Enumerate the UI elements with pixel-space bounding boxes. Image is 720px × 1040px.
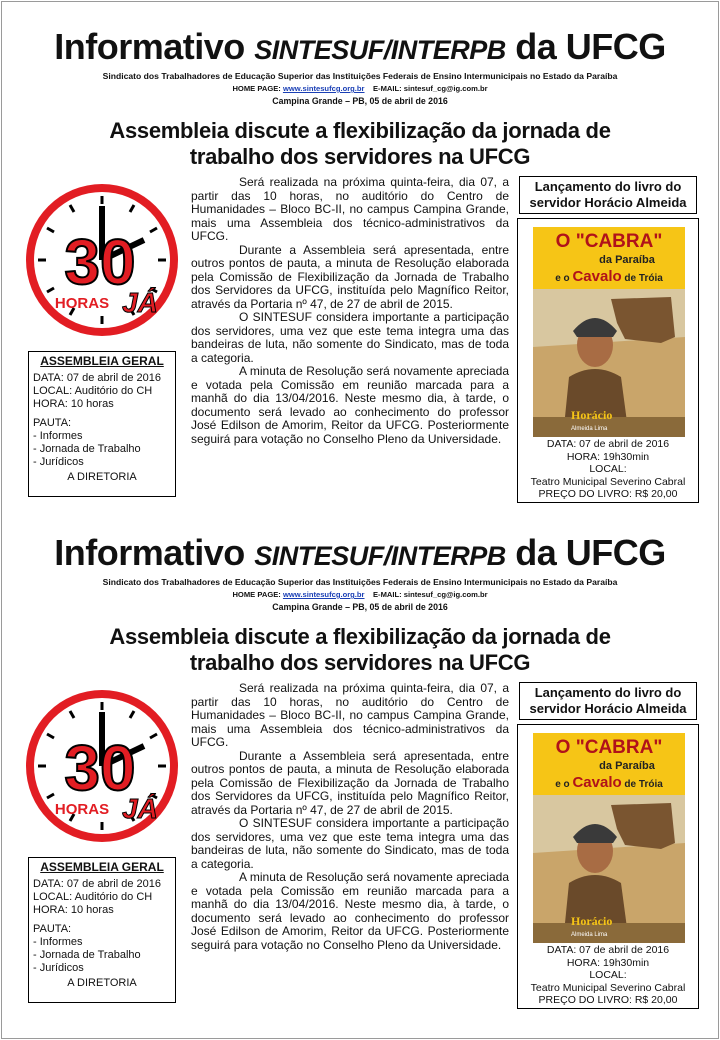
homepage-label: HOME PAGE: bbox=[232, 84, 283, 93]
book-time: HORA: 19h30min bbox=[566, 450, 650, 463]
book-launch-title: Lançamento do livro do servidor Horácio Almeida bbox=[519, 176, 697, 214]
cover-author-surname: Almeida Lima bbox=[571, 426, 608, 432]
book-cover-image bbox=[533, 227, 685, 437]
contact-line bbox=[0, 84, 720, 93]
article-body bbox=[191, 176, 509, 446]
headline-line-1: Assembleia discute a flexibilização da jornada de bbox=[109, 118, 611, 143]
agenda-item: - Jurídicos bbox=[33, 456, 84, 468]
masthead bbox=[0, 28, 720, 69]
assembly-title: ASSEMBLEIA GERAL bbox=[40, 860, 164, 874]
masthead-suffix: da UFCG bbox=[505, 26, 666, 67]
book-location-label: LOCAL: bbox=[589, 969, 627, 981]
assembly-date: DATA: 07 de abril de 2016 bbox=[33, 372, 162, 384]
masthead-prefix: Informativo bbox=[54, 532, 255, 573]
masthead bbox=[0, 534, 720, 575]
headline-line-2: trabalho dos servidores na UFCG bbox=[189, 650, 531, 675]
assembly-location: LOCAL: Auditório do CH bbox=[33, 891, 153, 903]
dateline: Campina Grande – PB, 05 de abril de 2016 bbox=[272, 602, 448, 612]
article-paragraph: Será realizada na próxima quinta-feira, dia 07, a partir das 10 horas, no auditório do Centro de Humanidades – Bloco BC-II, no campus Campina Grande, mais uma Assembleia dos técnico-administrativos da UFCG. bbox=[191, 175, 509, 243]
cover-title-line-2: da Paraíba bbox=[599, 254, 655, 266]
clock-number: 30 bbox=[64, 226, 136, 298]
signature: A DIRETORIA bbox=[67, 977, 137, 989]
book-launch-box bbox=[517, 724, 699, 1009]
homepage-link[interactable]: www.sintesufcg.org.br bbox=[282, 590, 365, 599]
clock-logo bbox=[22, 686, 182, 846]
cover-author: Horácio bbox=[571, 914, 613, 928]
article-paragraph: O SINTESUF considera importante a participação dos servidores, uma vez que este tema integra uma das bandeiras de luta, não somente do Sindicato, mas de toda a categoria. bbox=[191, 816, 509, 871]
clock-word-ja: JÁ bbox=[122, 287, 158, 318]
article-paragraph: Durante a Assembleia será apresentada, entre outros pontos de pauta, a minuta de Resolução elaborada pela Comissão de Flexibilização da Jornada de Trabalho dos Servidores da UFCG, instituída pelo Magnífico Reitor, através da Portaria nº 47, de 27 de abril de 2015. bbox=[191, 748, 509, 817]
cover-author-surname: Almeida Lima bbox=[571, 932, 608, 938]
agenda-item: - Jornada de Trabalho bbox=[33, 443, 141, 455]
clock-word-ja: JÁ bbox=[122, 793, 158, 824]
email-address: sintesuf_cg@ig.com.br bbox=[403, 84, 488, 93]
cover-title-line-3: e o Cavalo de Tróia bbox=[555, 268, 663, 285]
article-paragraph: Será realizada na próxima quinta-feira, dia 07, a partir das 10 horas, no auditório do Centro de Humanidades – Bloco BC-II, no campus Campina Grande, mais uma Assembleia dos técnico-administrativos da UFCG. bbox=[191, 681, 509, 749]
cover-title-line-1: O "CABRA" bbox=[555, 737, 663, 758]
headline-line-1: Assembleia discute a flexibilização da jornada de bbox=[109, 624, 611, 649]
dateline: Campina Grande – PB, 05 de abril de 2016 bbox=[272, 96, 448, 106]
homepage-link[interactable]: www.sintesufcg.org.br bbox=[282, 84, 365, 93]
clock-word-horas: HORAS bbox=[54, 801, 110, 818]
cover-author: Horácio bbox=[571, 408, 613, 422]
clock-logo bbox=[22, 180, 182, 340]
agenda-item: - Informes bbox=[33, 936, 83, 948]
newsletter-copy-2 bbox=[0, 534, 720, 1034]
agenda-label: PAUTA: bbox=[33, 923, 72, 935]
email-label: E-MAIL: bbox=[372, 84, 404, 93]
article-paragraph: A minuta de Resolução será novamente apreciada e votada pela Comissão em reunião marcada para a manhã do dia 13/04/2016. Neste mesmo dia, à tarde, o documento será levado ao conhecimento do professor José Edilson de Amorim, Reitor da UFCG. Posteriormente seguirá para votação no Conselho Pleno da Universidade. bbox=[191, 870, 509, 952]
agenda-item: - Jurídicos bbox=[33, 962, 84, 974]
signature: A DIRETORIA bbox=[67, 471, 137, 483]
cover-title-line-3: e o Cavalo de Tróia bbox=[555, 774, 663, 791]
masthead-org: SINTESUF/INTERPB bbox=[254, 35, 506, 65]
assembly-box bbox=[28, 351, 176, 497]
email-label: E-MAIL: bbox=[372, 590, 404, 599]
agenda-label: PAUTA: bbox=[33, 417, 72, 429]
book-price: PREÇO DO LIVRO: R$ 20,00 bbox=[538, 488, 678, 500]
assembly-date: DATA: 07 de abril de 2016 bbox=[33, 878, 162, 890]
cover-title-line-2: da Paraíba bbox=[599, 760, 655, 772]
contact-line bbox=[0, 590, 720, 599]
headline bbox=[50, 624, 670, 676]
book-date: DATA: 07 de abril de 2016 bbox=[546, 438, 670, 450]
agenda-item: - Informes bbox=[33, 430, 83, 442]
union-name: Sindicato dos Trabalhadores de Educação Superior das Instituições Federais de Ensino Intermunicipais no Estado da Paraíba bbox=[102, 577, 618, 587]
masthead-prefix: Informativo bbox=[54, 26, 255, 67]
book-time: HORA: 19h30min bbox=[566, 956, 650, 969]
article-body bbox=[191, 682, 509, 952]
book-location: Teatro Municipal Severino Cabral bbox=[530, 475, 686, 488]
article-paragraph: Durante a Assembleia será apresentada, entre outros pontos de pauta, a minuta de Resolução elaborada pela Comissão de Flexibilização da Jornada de Trabalho dos Servidores da UFCG, instituída pelo Magnífico Reitor, através da Portaria nº 47, de 27 de abril de 2015. bbox=[191, 242, 509, 311]
clock-number: 30 bbox=[64, 732, 136, 804]
union-name: Sindicato dos Trabalhadores de Educação Superior das Instituições Federais de Ensino Intermunicipais no Estado da Paraíba bbox=[102, 71, 618, 81]
book-cover-image bbox=[533, 733, 685, 943]
book-date: DATA: 07 de abril de 2016 bbox=[546, 944, 670, 956]
assembly-location: LOCAL: Auditório do CH bbox=[33, 385, 153, 397]
agenda-item: - Jornada de Trabalho bbox=[33, 949, 141, 961]
clock-word-horas: HORAS bbox=[54, 295, 110, 312]
newsletter-copy-1 bbox=[0, 28, 720, 528]
assembly-title: ASSEMBLEIA GERAL bbox=[40, 354, 164, 368]
headline-line-2: trabalho dos servidores na UFCG bbox=[189, 144, 531, 169]
assembly-time: HORA: 10 horas bbox=[33, 398, 114, 410]
book-info bbox=[518, 944, 698, 1007]
book-location: Teatro Municipal Severino Cabral bbox=[530, 981, 686, 994]
book-price: PREÇO DO LIVRO: R$ 20,00 bbox=[538, 994, 678, 1006]
book-info bbox=[518, 438, 698, 501]
homepage-label: HOME PAGE: bbox=[232, 590, 283, 599]
cover-title-line-1: O "CABRA" bbox=[555, 231, 663, 252]
masthead-org: SINTESUF/INTERPB bbox=[254, 541, 506, 571]
assembly-box bbox=[28, 857, 176, 1003]
article-paragraph: A minuta de Resolução será novamente apreciada e votada pela Comissão em reunião marcada para a manhã do dia 13/04/2016. Neste mesmo dia, à tarde, o documento será levado ao conhecimento do professor José Edilson de Amorim, Reitor da UFCG. Posteriormente seguirá para votação no Conselho Pleno da Universidade. bbox=[191, 364, 509, 446]
book-launch-title: Lançamento do livro do servidor Horácio Almeida bbox=[519, 682, 697, 720]
headline bbox=[50, 118, 670, 170]
assembly-time: HORA: 10 horas bbox=[33, 904, 114, 916]
article-paragraph: O SINTESUF considera importante a participação dos servidores, uma vez que este tema integra uma das bandeiras de luta, não somente do Sindicato, mas de toda a categoria. bbox=[191, 310, 509, 365]
book-location-label: LOCAL: bbox=[589, 463, 627, 475]
book-launch-box bbox=[517, 218, 699, 503]
masthead-suffix: da UFCG bbox=[505, 532, 666, 573]
email-address: sintesuf_cg@ig.com.br bbox=[403, 590, 488, 599]
